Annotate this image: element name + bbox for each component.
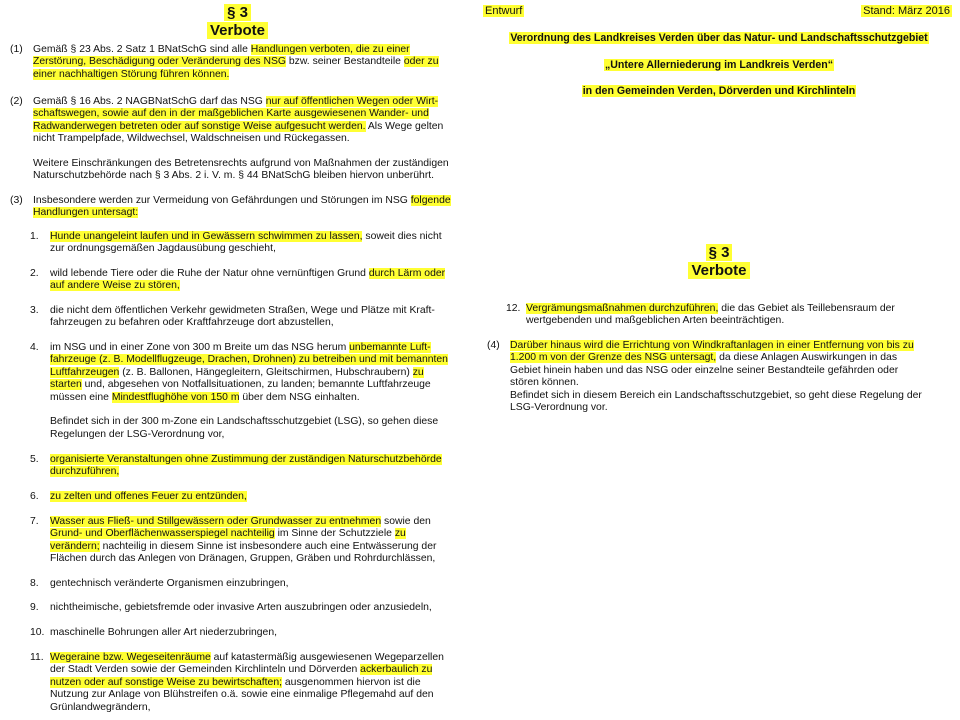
text-line xyxy=(510,402,951,414)
item-number: 12. xyxy=(506,303,521,314)
text-segment: über dem NSG einhalten. xyxy=(239,391,360,403)
section-heading-right xyxy=(478,244,960,280)
list-item-7 xyxy=(30,516,465,566)
highlighted-text: schaftswegen, sowie auf den in der maßgeblichen Karte ausgewiesenen Wander- und xyxy=(33,108,429,120)
highlighted-text: Darüber hinaus wird die Errichtung von Windkraftanlagen in einer Entfernung von bis zu xyxy=(510,340,914,351)
list-item-5 xyxy=(30,454,465,479)
list-item-3 xyxy=(30,305,465,330)
item-body xyxy=(50,342,465,441)
text-line xyxy=(50,342,465,354)
text-segment: da diese Anlagen Auswirkungen in das xyxy=(716,352,898,364)
text-line xyxy=(50,677,465,689)
highlighted-text: durchzuführen, xyxy=(50,466,120,478)
text-segment: ausgenommen hiervon ist die xyxy=(282,676,421,688)
text-line xyxy=(33,108,465,120)
text-segment: nachteilig in diesem Sinne ist insbesondere auch eine Entwässerung der xyxy=(99,540,437,552)
item-number: 3. xyxy=(30,305,39,316)
list-item-10 xyxy=(30,627,465,639)
text-segment: bzw. seiner Bestandteile xyxy=(286,56,404,68)
highlighted-text: Luftfahrzeugen xyxy=(50,366,120,378)
text-segment: Gemäß § 16 Abs. 2 NAGBNatSchG darf das NSG xyxy=(33,96,266,107)
item-body xyxy=(50,602,465,614)
text-segment: Insbesondere werden zur Vermeidung von Gefährdungen und Störungen im NSG xyxy=(33,195,411,206)
highlighted-text: nur auf öffentlichen Wegen oder Wirt- xyxy=(265,96,439,107)
text-line xyxy=(510,377,951,389)
text-line xyxy=(50,416,465,428)
text-line xyxy=(50,664,465,676)
draft-label: Entwurf xyxy=(485,5,523,17)
highlighted-text: Zerstörung, Beschädigung oder Veränderung des NSG xyxy=(33,56,286,68)
highlighted-text: einer nachhaltigen Störung führen können. xyxy=(33,68,230,80)
section-number-right: § 3 xyxy=(706,244,733,261)
text-line xyxy=(33,133,465,145)
item-body xyxy=(50,491,465,503)
text-segment: Gemäß § 23 Abs. 2 Satz 1 BNatSchG sind alle xyxy=(33,44,251,55)
highlighted-text: Mindestflughöhe von 150 m xyxy=(111,391,240,403)
left-page xyxy=(0,0,475,720)
paragraph-number: (1) xyxy=(10,44,23,55)
text-line xyxy=(50,652,465,664)
item-number: 7. xyxy=(30,516,39,527)
text-line xyxy=(510,365,951,377)
text-line xyxy=(50,268,465,280)
text-segment: auf katastermäßig ausgewiesenen Wegeparzellen xyxy=(210,652,444,663)
highlighted-text: Radwanderwegen betreten oder auf sonstige Weise aufgesucht werden. xyxy=(33,120,366,132)
text-segment: Als Wege gelten xyxy=(365,120,444,132)
text-line xyxy=(50,528,465,540)
status-date: Stand: März 2016 xyxy=(863,5,950,17)
highlighted-text: organisierte Veranstaltungen ohne Zustimmung der zuständigen Naturschutzbehörde xyxy=(50,454,442,465)
text-segment: nichtheimische, gebietsfremde oder invasive Arten auszubringen oder anzusiedeln, xyxy=(50,602,432,613)
regulation-title-line-2: „Untere Allerniederung im Landkreis Verden“ xyxy=(604,59,834,71)
text-line xyxy=(50,553,465,565)
highlighted-text: Wasser aus Fließ- und Stillgewässern oder Grundwasser zu entnehmen xyxy=(50,516,382,527)
item-body xyxy=(526,303,951,328)
item-number: 9. xyxy=(30,602,39,613)
text-line xyxy=(33,121,465,133)
paragraph-3 xyxy=(10,195,465,220)
text-line xyxy=(50,702,465,714)
item-number: 4. xyxy=(30,342,39,353)
text-segment: stören können. xyxy=(510,377,579,389)
text-line xyxy=(33,96,465,108)
page-header xyxy=(483,5,952,19)
item-number: 5. xyxy=(30,454,39,465)
text-line xyxy=(50,541,465,553)
paragraph-body xyxy=(33,195,465,220)
highlighted-text: Grund- und Oberflächenwasserspiegel nachteilig xyxy=(50,528,275,540)
text-segment: Naturschutzbehörde nach § 3 Abs. 2 i. V. m. § 44 BNatSchG bleiben hiervon unberührt. xyxy=(33,170,435,182)
section-title: Verbote xyxy=(207,22,268,39)
item-number: 10. xyxy=(30,627,45,638)
text-line xyxy=(50,689,465,701)
text-segment: wild lebende Tiere oder die Ruhe der Natur ohne vernünftigen Grund xyxy=(50,268,369,279)
list-item-4 xyxy=(30,342,465,441)
text-segment: Weitere Einschränkungen des Betretensrechts aufgrund von Maßnahmen der zuständigen xyxy=(33,158,449,170)
text-line xyxy=(50,429,465,441)
item-body xyxy=(50,578,465,590)
highlighted-text: zu zelten und offenes Feuer zu entzünden, xyxy=(50,491,247,502)
item-body xyxy=(50,516,465,566)
item-number: 2. xyxy=(30,268,39,279)
text-line xyxy=(50,231,465,243)
highlighted-text: nutzen oder auf sonstige Weise zu bewirtschaften; xyxy=(50,676,282,688)
text-line xyxy=(526,315,951,327)
text-line xyxy=(50,491,465,503)
list-item-6 xyxy=(30,491,465,503)
item-number: 1. xyxy=(30,231,39,242)
text-line xyxy=(33,170,465,182)
highlighted-text: durch Lärm oder xyxy=(368,268,446,279)
highlighted-text: auf andere Weise zu stören, xyxy=(50,280,180,292)
highlighted-text: unbemannte Luft- xyxy=(349,342,431,353)
item-body xyxy=(50,652,465,714)
text-line xyxy=(510,390,951,402)
list-item-12 xyxy=(506,303,951,328)
paragraph-body xyxy=(33,44,465,81)
item-body xyxy=(50,268,465,293)
text-line xyxy=(50,367,465,379)
highlighted-text: fahrzeuge (z. B. Modellflugzeuge, Drachen, Drohnen) zu betreiben und mit bemannten xyxy=(50,354,448,366)
highlighted-text: 1.200 m von der Grenze des NSG untersagt, xyxy=(510,352,717,364)
item-body xyxy=(50,231,465,256)
paragraph-1 xyxy=(10,44,465,81)
text-segment: Regelungen der LSG-Verordnung vor, xyxy=(50,428,225,440)
paragraph-number: (3) xyxy=(10,195,23,206)
text-line xyxy=(50,578,465,590)
highlighted-text: Handlungen untersagt: xyxy=(33,207,139,219)
text-segment: die nicht dem öffentlichen Verkehr gewidmeten Straßen, Wege und Plätze mit Kraft- xyxy=(50,305,435,316)
text-line xyxy=(50,379,465,391)
text-segment xyxy=(33,146,36,157)
text-segment: Flächen durch das Anlegen von Dränagen, Gruppen, Gräben und Rohrdurchlässen, xyxy=(50,553,436,565)
text-line xyxy=(50,454,465,466)
text-line xyxy=(50,354,465,366)
item-body xyxy=(50,305,465,330)
highlighted-text: folgende xyxy=(410,195,451,206)
highlighted-text: zu xyxy=(412,366,424,378)
text-segment: (z. B. Ballonen, Hängegleitern, Gleitschirmen, Hubschraubern) xyxy=(119,366,413,378)
list-item-2 xyxy=(30,268,465,293)
highlighted-text: ackerbaulich zu xyxy=(360,664,433,676)
text-line xyxy=(526,303,951,315)
text-segment: im Sinne der Schutzziele xyxy=(274,528,395,540)
text-line xyxy=(33,69,465,81)
highlighted-text: Handlungen verboten, die zu einer xyxy=(250,44,410,55)
text-line xyxy=(50,466,465,478)
item-number: 6. xyxy=(30,491,39,502)
right-page xyxy=(478,0,960,720)
highlighted-text: Wegeraine bzw. Wegeseitenräume xyxy=(50,652,211,663)
highlighted-text: zu xyxy=(394,528,406,540)
text-segment: sowie den xyxy=(381,516,431,527)
paragraph-number: (2) xyxy=(10,96,23,107)
text-line xyxy=(50,627,465,639)
text-segment: müssen eine xyxy=(50,391,112,403)
text-line xyxy=(33,56,465,68)
text-segment: maschinelle Bohrungen aller Art niederzubringen, xyxy=(50,627,278,638)
text-line xyxy=(50,317,465,329)
text-segment: Befindet sich in der 300 m-Zone ein Landschaftsschutzgebiet (LSG), so gehen diese xyxy=(50,416,439,428)
text-line xyxy=(33,44,465,56)
text-segment: nicht Trampelpfade, Wildwechsel, Waldschneisen und Rückegassen. xyxy=(33,133,350,145)
text-line xyxy=(50,516,465,528)
list-item-1 xyxy=(30,231,465,256)
paragraph-body xyxy=(510,340,951,414)
list-item-11 xyxy=(30,652,465,714)
highlighted-text: starten xyxy=(50,379,82,391)
text-line xyxy=(50,305,465,317)
text-line xyxy=(50,243,465,255)
text-line xyxy=(33,207,465,219)
list-item-8 xyxy=(30,578,465,590)
text-line xyxy=(510,340,951,352)
highlighted-text: Vergrämungsmaßnahmen durchzuführen, xyxy=(526,303,719,314)
text-segment: Nutzung zur Anlage von Blühstreifen o.ä. sowie eine einmalige Pflegemahd auf den xyxy=(50,689,434,701)
text-line xyxy=(33,146,465,158)
text-segment xyxy=(50,404,53,415)
regulation-title-line-3: in den Gemeinden Verden, Dörverden und Kirchlinteln xyxy=(582,85,856,97)
item-body xyxy=(50,627,465,639)
text-line xyxy=(510,352,951,364)
text-segment: im NSG und in einer Zone von 300 m Breite um das NSG herum xyxy=(50,342,350,353)
text-segment: LSG-Verordnung vor. xyxy=(510,402,608,414)
text-segment: Gebiet hinein haben und das NSG oder einzelne seiner Bestandteile gefährden oder xyxy=(510,364,899,376)
paragraph-4 xyxy=(487,340,951,414)
paragraph-2 xyxy=(10,96,465,183)
section-heading xyxy=(0,4,475,40)
text-segment: gentechnisch veränderte Organismen einzubringen, xyxy=(50,578,289,589)
text-line xyxy=(50,602,465,614)
text-line xyxy=(33,158,465,170)
text-line xyxy=(50,280,465,292)
list-item-9 xyxy=(30,602,465,614)
item-number: 11. xyxy=(30,652,44,663)
section-title-right: Verbote xyxy=(688,262,749,279)
text-segment: zur ordnungsgemäßen Jagdausübung geschieht, xyxy=(50,243,276,255)
highlighted-text: Hunde unangeleint laufen und in Gewässern schwimmen zu lassen, xyxy=(50,231,363,242)
item-body xyxy=(50,454,465,479)
section-number: § 3 xyxy=(224,4,251,21)
item-number: 8. xyxy=(30,578,39,589)
regulation-title-line-1: Verordnung des Landkreises Verden über das Natur- und Landschaftsschutzgebiet xyxy=(510,32,928,44)
text-line xyxy=(50,392,465,404)
text-segment: Grünlandwegrändern, xyxy=(50,701,151,713)
text-segment: und, abgesehen von Notfallsituationen, zu landen; bemannte Luftfahrzeuge xyxy=(81,379,431,391)
text-line xyxy=(50,404,465,416)
paragraph-number: (4) xyxy=(487,340,500,351)
text-segment: Befindet sich in diesem Bereich ein Landschaftsschutzgebiet, so geht diese Regelung der xyxy=(510,389,922,401)
text-segment: fahrzeugen zu befahren oder Kraftfahrzeuge dort abzustellen, xyxy=(50,317,334,329)
text-segment: soweit dies nicht xyxy=(362,231,442,242)
text-line xyxy=(33,195,465,207)
paragraph-body xyxy=(33,96,465,183)
text-segment: der Stadt Verden sowie der Gemeinden Kirchlinteln und Dörverden xyxy=(50,664,361,676)
highlighted-text: verändern; xyxy=(50,540,100,552)
text-segment: die das Gebiet als Teillebensraum der xyxy=(718,303,895,314)
text-segment: wertgebenden und maßgeblichen Arten beeinträchtigen. xyxy=(526,315,785,327)
highlighted-text: oder zu xyxy=(403,56,439,68)
